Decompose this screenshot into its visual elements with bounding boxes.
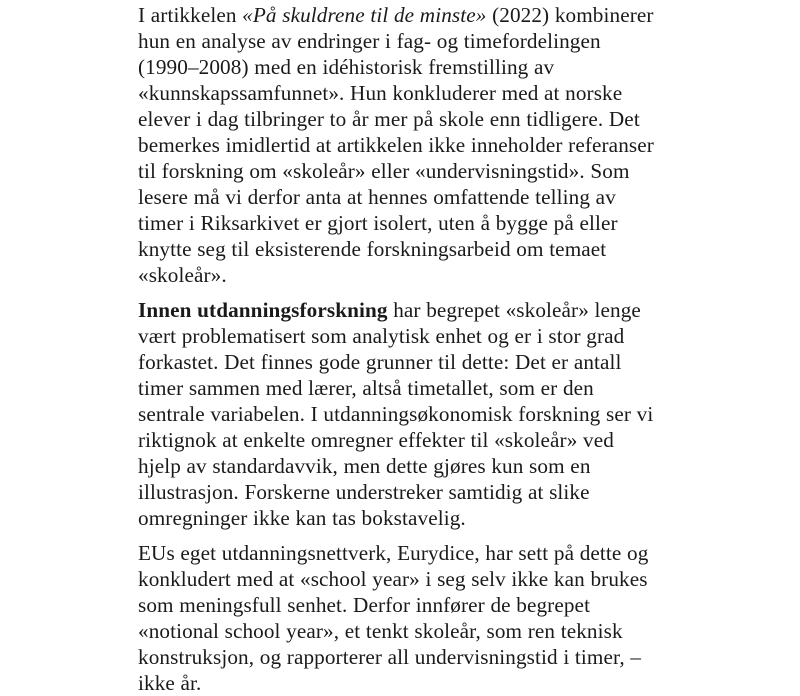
paragraph-2-text: har begrepet «skoleår» lenge vært problematisert som analytisk enhet og er i stor grad forkastet. Det finnes gode grunner til dette: Det er antall timer sammen med lærer, altså timetallet, som er den sentrale variabelen. I utdanningsøkonomisk forskning ser vi riktignok at enkelte omregner effekter til «skoleår» ved hjelp av standardavvik, men dette gjøres kun som en illustrasjon. Forskerne understreker samtidig at slike omregninger ikke kan tas bokstavelig. <box>138 298 654 530</box>
paragraph-1-text-after-title: (2022) kombinerer hun en analyse av endringer i fag- og timefordelingen (1990–2008) med en idéhistorisk fremstilling av «kunnskapssamfunnet». Hun konkluderer med at norske elever i dag tilbringer to år mer på skole enn tidligere. Det bemerkes imidlertid at artikkelen ikke inneholder referanser til forskning om «skoleår» eller «undervisningstid». Som lesere må vi derfor anta at hennes omfattende telling av timer i Riksarkivet er gjort isolert, uten å bygge på eller knytte seg til eksisterende forskningsarbeid om temaet «skoleår». <box>138 3 654 287</box>
work-title: «På skuldrene til de minste» <box>242 3 487 27</box>
paragraph-2-lead-in: Innen utdanningsforskning <box>138 298 388 322</box>
paragraph-1-text-before-title: I artikkelen <box>138 3 243 27</box>
paragraph-3-text: EUs eget utdanningsnettverk, Eurydice, har sett på dette og konkludert med at «school year» i seg selv ikke kan brukes som meningsfull senhet. Derfor innfører de begrepet «notional school year», et tenkt skoleår, som ren teknisk konstruksjon, og rapporterer all undervisningstid i timer, – ikke år. <box>138 541 649 695</box>
article-body <box>138 2 662 696</box>
paragraph-2 <box>138 297 662 531</box>
paragraph-1 <box>138 2 662 288</box>
paragraph-3 <box>138 540 662 696</box>
